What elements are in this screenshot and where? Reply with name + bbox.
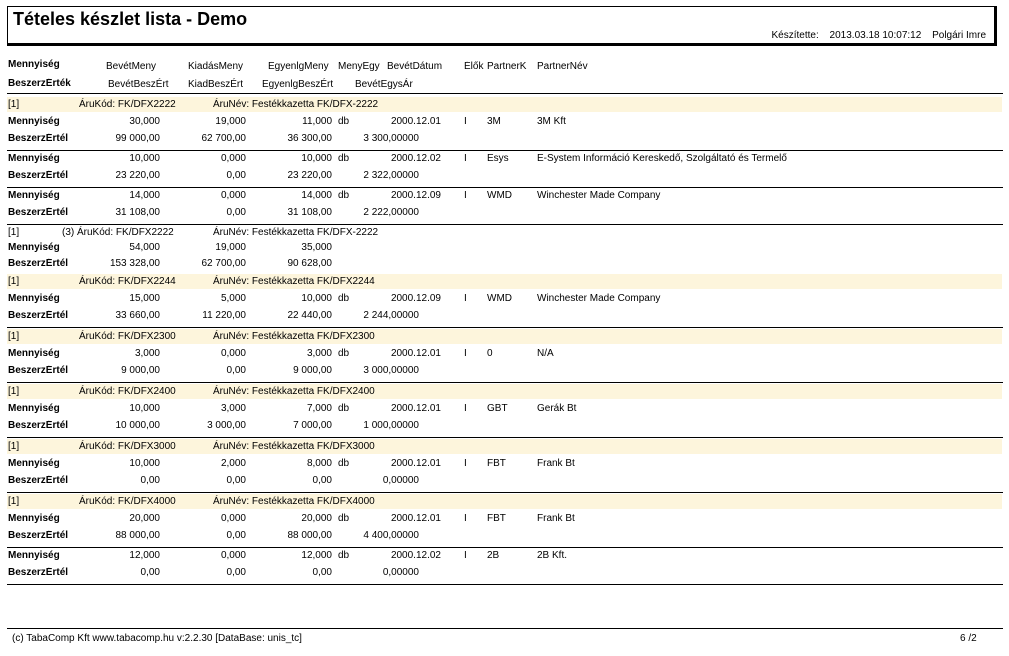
group-item-code: ÁruKód: FK/DFX3000 <box>79 441 176 452</box>
made-by-label: Készítette: <box>771 30 819 41</box>
bevet-meny: 10,000 <box>129 458 160 469</box>
row-menny-label: Mennyiség <box>8 458 60 469</box>
bevet-beszert: 10 000,00 <box>115 420 160 431</box>
egyenleg-meny: 12,000 <box>301 550 332 561</box>
kiadas-meny: 5,000 <box>220 293 246 304</box>
egyenleg-meny: 20,000 <box>301 513 332 524</box>
col-egyenleg-beszert: EgyenlgBeszÉrt <box>262 79 334 90</box>
kiad-beszert: 11 220,00 <box>202 310 246 321</box>
bevet-datum: 2000.12.09 <box>390 190 441 201</box>
group-index: [1] <box>8 441 20 452</box>
kiadas-meny: 2,000 <box>220 458 246 469</box>
made-by-user: Polgári Imre <box>932 30 986 41</box>
elo-flag: I <box>464 116 467 127</box>
kiadas-meny: 3,000 <box>220 403 246 414</box>
elo-flag: I <box>464 458 467 469</box>
row-menny-label: Mennyiség <box>8 293 60 304</box>
egyenleg-beszert: 0,00 <box>312 567 332 578</box>
kiad-beszert: 62 700,00 <box>201 133 246 144</box>
partner-nev: Frank Bt <box>537 458 575 469</box>
bevet-egysar: 3 000,00000 <box>363 365 419 376</box>
group-index: [1] <box>8 496 20 507</box>
elo-flag: I <box>464 550 467 561</box>
egyenleg-meny: 7,000 <box>306 403 332 414</box>
kiadas-meny: 0,000 <box>220 190 246 201</box>
bevet-meny: 12,000 <box>129 550 160 561</box>
egyenleg-beszert: 36 300,00 <box>287 133 332 144</box>
subtotal-kiad-beszert: 62 700,00 <box>201 258 246 269</box>
col-kiadas-meny: KiadásMeny <box>188 61 244 72</box>
subtotal-bevet-beszert: 153 328,00 <box>109 258 160 269</box>
bevet-datum: 2000.12.01 <box>390 513 441 524</box>
row-divider <box>7 187 1003 188</box>
subtotal-kiadas-meny: 19,000 <box>215 242 246 253</box>
group-item-name: ÁruNév: Festékkazetta FK/DFX4000 <box>213 496 375 507</box>
kiad-beszert: 0,00 <box>226 207 246 218</box>
bevet-egysar: 2 244,00000 <box>363 310 419 321</box>
egyenleg-meny: 10,000 <box>301 293 332 304</box>
bevet-beszert: 88 000,00 <box>115 530 160 541</box>
egyenleg-meny: 10,000 <box>301 153 332 164</box>
egyenleg-beszert: 22 440,00 <box>287 310 332 321</box>
egyenleg-beszert: 9 000,00 <box>293 365 332 376</box>
col-bevet-beszert: BevétBeszÉrt <box>108 79 169 90</box>
group-item-code: ÁruKód: FK/DFX2244 <box>79 276 176 287</box>
group-index: [1] <box>8 386 20 397</box>
bevet-beszert: 0,00 <box>140 475 160 486</box>
meny-egy: db <box>338 153 350 164</box>
bevet-egysar: 3 300,00000 <box>363 133 419 144</box>
row-beszerz-label: BeszerzÉrtél <box>8 530 69 541</box>
elo-flag: I <box>464 403 467 414</box>
row-beszerz-label: BeszerzÉrtél <box>8 475 69 486</box>
partner-kod: Esys <box>487 153 509 164</box>
egyenleg-beszert: 7 000,00 <box>293 420 332 431</box>
row-divider <box>7 382 1003 383</box>
bevet-datum: 2000.12.01 <box>390 348 441 359</box>
subtotal-index: [1] <box>8 227 20 238</box>
col-bevet-egysar: BevétEgysÁr <box>355 79 413 90</box>
bevet-beszert: 33 660,00 <box>115 310 160 321</box>
kiadas-meny: 0,000 <box>220 348 246 359</box>
egyenleg-meny: 8,000 <box>306 458 332 469</box>
bevet-meny: 3,000 <box>134 348 160 359</box>
subtotal-bevet-meny: 54,000 <box>129 242 160 253</box>
col-bevet-meny: BevétMeny <box>106 61 157 72</box>
partner-kod: 3M <box>487 116 501 127</box>
group-index: [1] <box>8 331 20 342</box>
col-elo: Élők <box>464 61 484 72</box>
partner-kod: 2B <box>487 550 500 561</box>
kiadas-meny: 0,000 <box>220 550 246 561</box>
col-meny-egy: MenyEgy <box>338 61 380 72</box>
row-divider <box>7 327 1003 328</box>
group-item-name: ÁruNév: Festékkazetta FK/DFX2244 <box>213 276 375 287</box>
subtotal-count-code: (3) ÁruKód: FK/DFX2222 <box>62 227 174 238</box>
kiad-beszert: 0,00 <box>226 170 246 181</box>
egyenleg-beszert: 23 220,00 <box>287 170 332 181</box>
subtotal-egyenleg-beszert: 90 628,00 <box>287 258 332 269</box>
meny-egy: db <box>338 403 350 414</box>
partner-nev: Gerák Bt <box>537 403 577 414</box>
kiad-beszert: 0,00 <box>226 475 246 486</box>
meny-egy: db <box>338 190 350 201</box>
row-menny-label: Mennyiség <box>8 116 60 127</box>
kiadas-meny: 0,000 <box>220 513 246 524</box>
row-divider <box>7 150 1003 151</box>
row-menny-label: Mennyiség <box>8 550 60 561</box>
bevet-egysar: 1 000,00000 <box>363 420 419 431</box>
meny-egy: db <box>338 550 350 561</box>
made-by-datetime: 2013.03.18 10:07:12 <box>829 30 922 41</box>
bevet-beszert: 9 000,00 <box>121 365 160 376</box>
subtotal-item-name: ÁruNév: Festékkazetta FK/DFX-2222 <box>213 227 379 238</box>
meny-egy: db <box>338 348 350 359</box>
partner-nev: Winchester Made Company <box>537 190 661 201</box>
group-item-name: ÁruNév: Festékkazetta FK/DFX3000 <box>213 441 375 452</box>
col-bevet-datum: BevétDátum <box>387 61 443 72</box>
row-beszerz-label: BeszerzÉrtél <box>8 365 69 376</box>
meny-egy: db <box>338 116 350 127</box>
elo-flag: I <box>464 153 467 164</box>
elo-flag: I <box>464 513 467 524</box>
egyenleg-meny: 14,000 <box>301 190 332 201</box>
partner-kod: WMD <box>487 190 512 201</box>
bevet-egysar: 0,00000 <box>382 475 419 486</box>
row-beszerz-label: BeszerzÉrtél <box>8 310 69 321</box>
bevet-beszert: 23 220,00 <box>115 170 160 181</box>
kiad-beszert: 0,00 <box>226 365 246 376</box>
footer-divider <box>7 628 1003 629</box>
bevet-beszert: 0,00 <box>140 567 160 578</box>
bevet-datum: 2000.12.01 <box>390 116 441 127</box>
made-by <box>764 30 986 41</box>
report-header <box>7 6 997 46</box>
col-beszerz-label: BeszerzÉrték <box>8 78 71 89</box>
bevet-datum: 2000.12.01 <box>390 403 441 414</box>
egyenleg-beszert: 31 108,00 <box>287 207 332 218</box>
partner-kod: FBT <box>487 458 506 469</box>
col-kiad-beszert: KiadBeszÉrt <box>188 79 244 90</box>
row-menny-label: Mennyiség <box>8 403 60 414</box>
bevet-beszert: 99 000,00 <box>115 133 160 144</box>
row-menny-label: Mennyiség <box>8 513 60 524</box>
row-divider <box>7 224 1003 225</box>
egyenleg-beszert: 88 000,00 <box>287 530 332 541</box>
partner-kod: WMD <box>487 293 512 304</box>
partner-nev: 2B Kft. <box>537 550 568 561</box>
row-menny-label: Mennyiség <box>8 348 60 359</box>
bevet-meny: 20,000 <box>129 513 160 524</box>
kiad-beszert: 3 000,00 <box>207 420 246 431</box>
meny-egy: db <box>338 458 350 469</box>
group-index: [1] <box>8 99 20 110</box>
meny-egy: db <box>338 293 350 304</box>
meny-egy: db <box>338 513 350 524</box>
bevet-egysar: 4 400,00000 <box>363 530 419 541</box>
row-divider <box>7 492 1003 493</box>
bevet-datum: 2000.12.09 <box>390 293 441 304</box>
col-menny-label: Mennyiség <box>8 59 60 70</box>
group-item-name: ÁruNév: Festékkazetta FK/DFX2300 <box>213 331 375 342</box>
group-index: [1] <box>8 276 20 287</box>
bevet-meny: 10,000 <box>129 403 160 414</box>
page-number: 6 /2 <box>960 633 977 644</box>
row-beszerz-label: BeszerzÉrtél <box>8 420 69 431</box>
egyenleg-beszert: 0,00 <box>312 475 332 486</box>
row-beszerz-label: BeszerzÉrtél <box>8 133 69 144</box>
bevet-datum: 2000.12.02 <box>390 550 441 561</box>
row-menny-label: Mennyiség <box>8 153 60 164</box>
partner-nev: E-System Információ Kereskedő, Szolgáltató és Termelő <box>537 153 787 164</box>
group-item-code: ÁruKód: FK/DFX2300 <box>79 331 176 342</box>
kiad-beszert: 0,00 <box>226 567 246 578</box>
group-item-code: ÁruKód: FK/DFX2222 <box>79 99 176 110</box>
group-item-name: ÁruNév: Festékkazetta FK/DFX2400 <box>213 386 375 397</box>
elo-flag: I <box>464 293 467 304</box>
subtotal-beszerz-label: BeszerzÉrtél <box>8 258 69 269</box>
col-partner-kod: PartnerK <box>487 61 527 72</box>
partner-kod: 0 <box>487 348 493 359</box>
bevet-datum: 2000.12.01 <box>390 458 441 469</box>
bevet-beszert: 31 108,00 <box>115 207 160 218</box>
subtotal-egyenleg-meny: 35,000 <box>301 242 332 253</box>
bevet-egysar: 2 322,00000 <box>363 170 419 181</box>
elo-flag: I <box>464 190 467 201</box>
partner-kod: FBT <box>487 513 506 524</box>
row-beszerz-label: BeszerzÉrtél <box>8 207 69 218</box>
col-egyenleg-meny: EgyenlgMeny <box>268 61 329 72</box>
group-item-code: ÁruKód: FK/DFX2400 <box>79 386 176 397</box>
row-divider <box>7 547 1003 548</box>
partner-kod: GBT <box>487 403 508 414</box>
bevet-meny: 10,000 <box>129 153 160 164</box>
group-item-code: ÁruKód: FK/DFX4000 <box>79 496 176 507</box>
row-beszerz-label: BeszerzÉrtél <box>8 170 69 181</box>
egyenleg-meny: 3,000 <box>306 348 332 359</box>
report-title: Tételes készlet lista - Demo <box>13 9 248 29</box>
kiadas-meny: 19,000 <box>215 116 246 127</box>
partner-nev: Winchester Made Company <box>537 293 661 304</box>
partner-nev: N/A <box>537 348 554 359</box>
bevet-egysar: 2 222,00000 <box>363 207 419 218</box>
header-divider <box>7 93 1003 94</box>
kiad-beszert: 0,00 <box>226 530 246 541</box>
bevet-meny: 14,000 <box>129 190 160 201</box>
partner-nev: Frank Bt <box>537 513 575 524</box>
bevet-meny: 30,000 <box>129 116 160 127</box>
footer-text: (c) TabaComp Kft www.tabacomp.hu v:2.2.30 [DataBase: unis_tc] <box>12 633 302 644</box>
bevet-meny: 15,000 <box>129 293 160 304</box>
row-divider <box>7 437 1003 438</box>
subtotal-menny-label: Mennyiség <box>8 242 60 253</box>
kiadas-meny: 0,000 <box>220 153 246 164</box>
row-menny-label: Mennyiség <box>8 190 60 201</box>
group-item-name: ÁruNév: Festékkazetta FK/DFX-2222 <box>213 99 379 110</box>
row-divider <box>7 584 1003 585</box>
egyenleg-meny: 11,000 <box>302 116 332 127</box>
partner-nev: 3M Kft <box>537 116 566 127</box>
col-partner-nev: PartnerNév <box>537 61 588 72</box>
bevet-egysar: 0,00000 <box>382 567 419 578</box>
bevet-datum: 2000.12.02 <box>390 153 441 164</box>
row-beszerz-label: BeszerzÉrtél <box>8 567 69 578</box>
elo-flag: I <box>464 348 467 359</box>
